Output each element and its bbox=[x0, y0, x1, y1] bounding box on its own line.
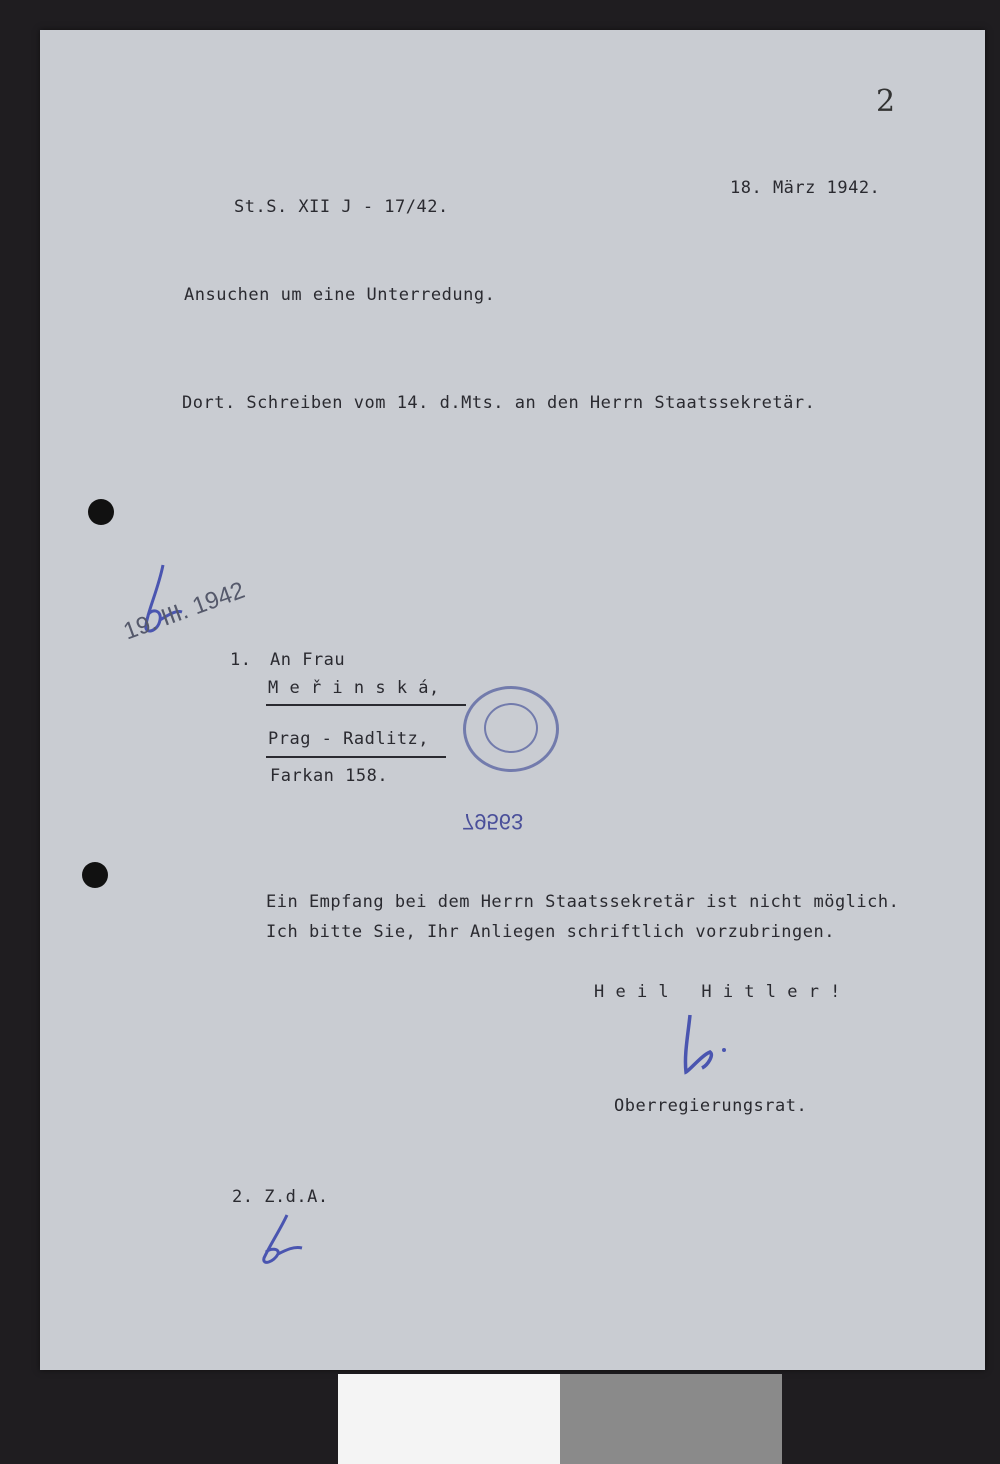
signatory-title: Oberregierungsrat. bbox=[614, 1096, 808, 1116]
reference-number: St.S. XII J - 17/42. bbox=[234, 197, 449, 217]
footer-initials bbox=[252, 1210, 312, 1270]
address-salutation: An Frau bbox=[270, 650, 346, 670]
body-line-1: Ein Empfang bei dem Herrn Staatssekretär ist nicht möglich. bbox=[266, 892, 900, 912]
body-line-2: Ich bitte Sie, Ihr Anliegen schriftlich vorzubringen. bbox=[266, 922, 835, 942]
scan-color-strip-grey bbox=[560, 1374, 782, 1464]
scan-color-strip-white bbox=[338, 1374, 560, 1464]
punch-hole-bottom bbox=[82, 862, 108, 888]
address-street: Farkan 158. bbox=[270, 766, 389, 786]
stamp-number: 79563 bbox=[462, 809, 524, 834]
address-city: Prag - Radlitz, bbox=[268, 729, 430, 749]
subject-line: Ansuchen um eine Unterredung. bbox=[184, 285, 496, 305]
page-number: 2 bbox=[876, 84, 896, 119]
punch-hole-top bbox=[88, 499, 114, 525]
document-date: 18. März 1942. bbox=[730, 178, 881, 198]
received-date-stamp: 19. III. 1942 bbox=[120, 576, 249, 646]
official-seal bbox=[463, 686, 559, 772]
address-name: M e ř i n s k á, bbox=[268, 678, 440, 698]
footer-note: 2. Z.d.A. bbox=[232, 1187, 329, 1207]
signature bbox=[672, 1010, 732, 1080]
prior-letter-reference: Dort. Schreiben vom 14. d.Mts. an den Herrn Staatssekretär. bbox=[182, 393, 816, 413]
city-underline bbox=[266, 756, 446, 758]
closing-salutation: H e i l H i t l e r ! bbox=[594, 982, 841, 1002]
name-underline bbox=[266, 704, 466, 706]
item-number: 1. bbox=[230, 650, 252, 670]
